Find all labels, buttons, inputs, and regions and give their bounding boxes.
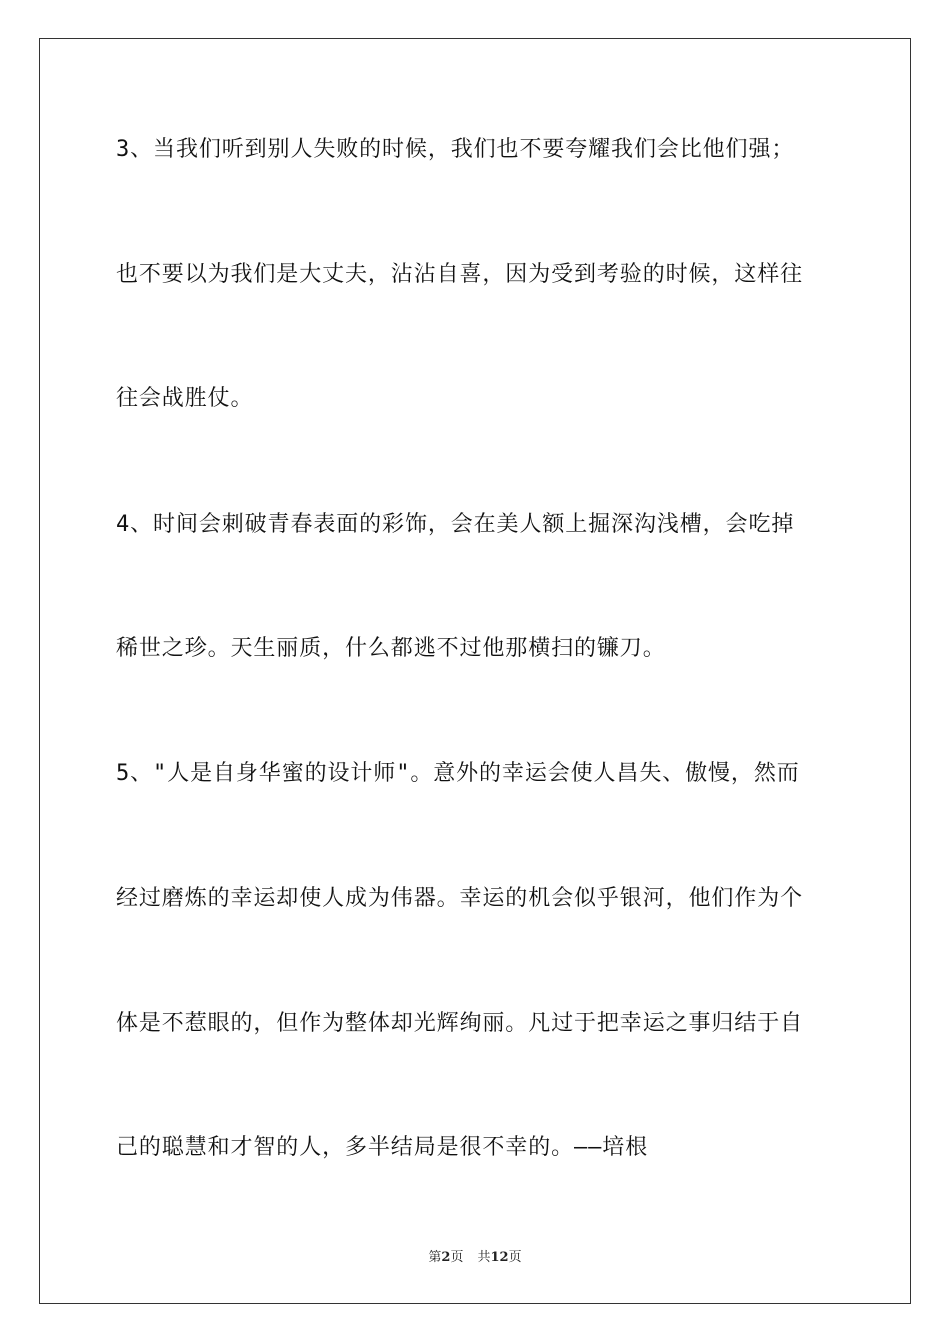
- text-line-4: 4、时间会刺破青春表面的彩饰，会在美人额上掘深沟浅槽，会吃掉: [116, 512, 795, 537]
- total-prefix: 共: [477, 1250, 491, 1265]
- page-footer: [0, 1246, 950, 1265]
- text-line-2: 也不要以为我们是大丈夫，沾沾自喜，因为受到考验的时候，这样往: [116, 262, 804, 287]
- text-line-8: 体是不惹眼的，但作为整体却光辉绚丽。凡过于把幸运之事归结于自: [116, 1011, 804, 1036]
- text-line-3: 往会战胜仗。: [116, 386, 254, 411]
- page-frame: [39, 38, 911, 1304]
- total-pages: 12: [490, 1250, 509, 1265]
- text-line-7: 经过磨炼的幸运却使人成为伟器。幸运的机会似乎银河，他们作为个: [116, 886, 804, 911]
- text-line-6: 5、"人是自身华蜜的设计师"。意外的幸运会使人昌失、傲慢，然而: [116, 761, 800, 786]
- page-suffix: 页: [450, 1250, 464, 1265]
- text-line-9: 己的聪慧和才智的人，多半结局是很不幸的。——培根: [116, 1135, 649, 1160]
- page-number: 2: [441, 1250, 451, 1265]
- total-suffix: 页: [508, 1250, 522, 1265]
- text-line-1: 3、当我们听到别人失败的时候，我们也不要夸耀我们会比他们强；: [116, 137, 795, 162]
- text-line-5: 稀世之珍。天生丽质，什么都逃不过他那横扫的镰刀。: [116, 636, 666, 661]
- page-prefix: 第: [428, 1250, 442, 1265]
